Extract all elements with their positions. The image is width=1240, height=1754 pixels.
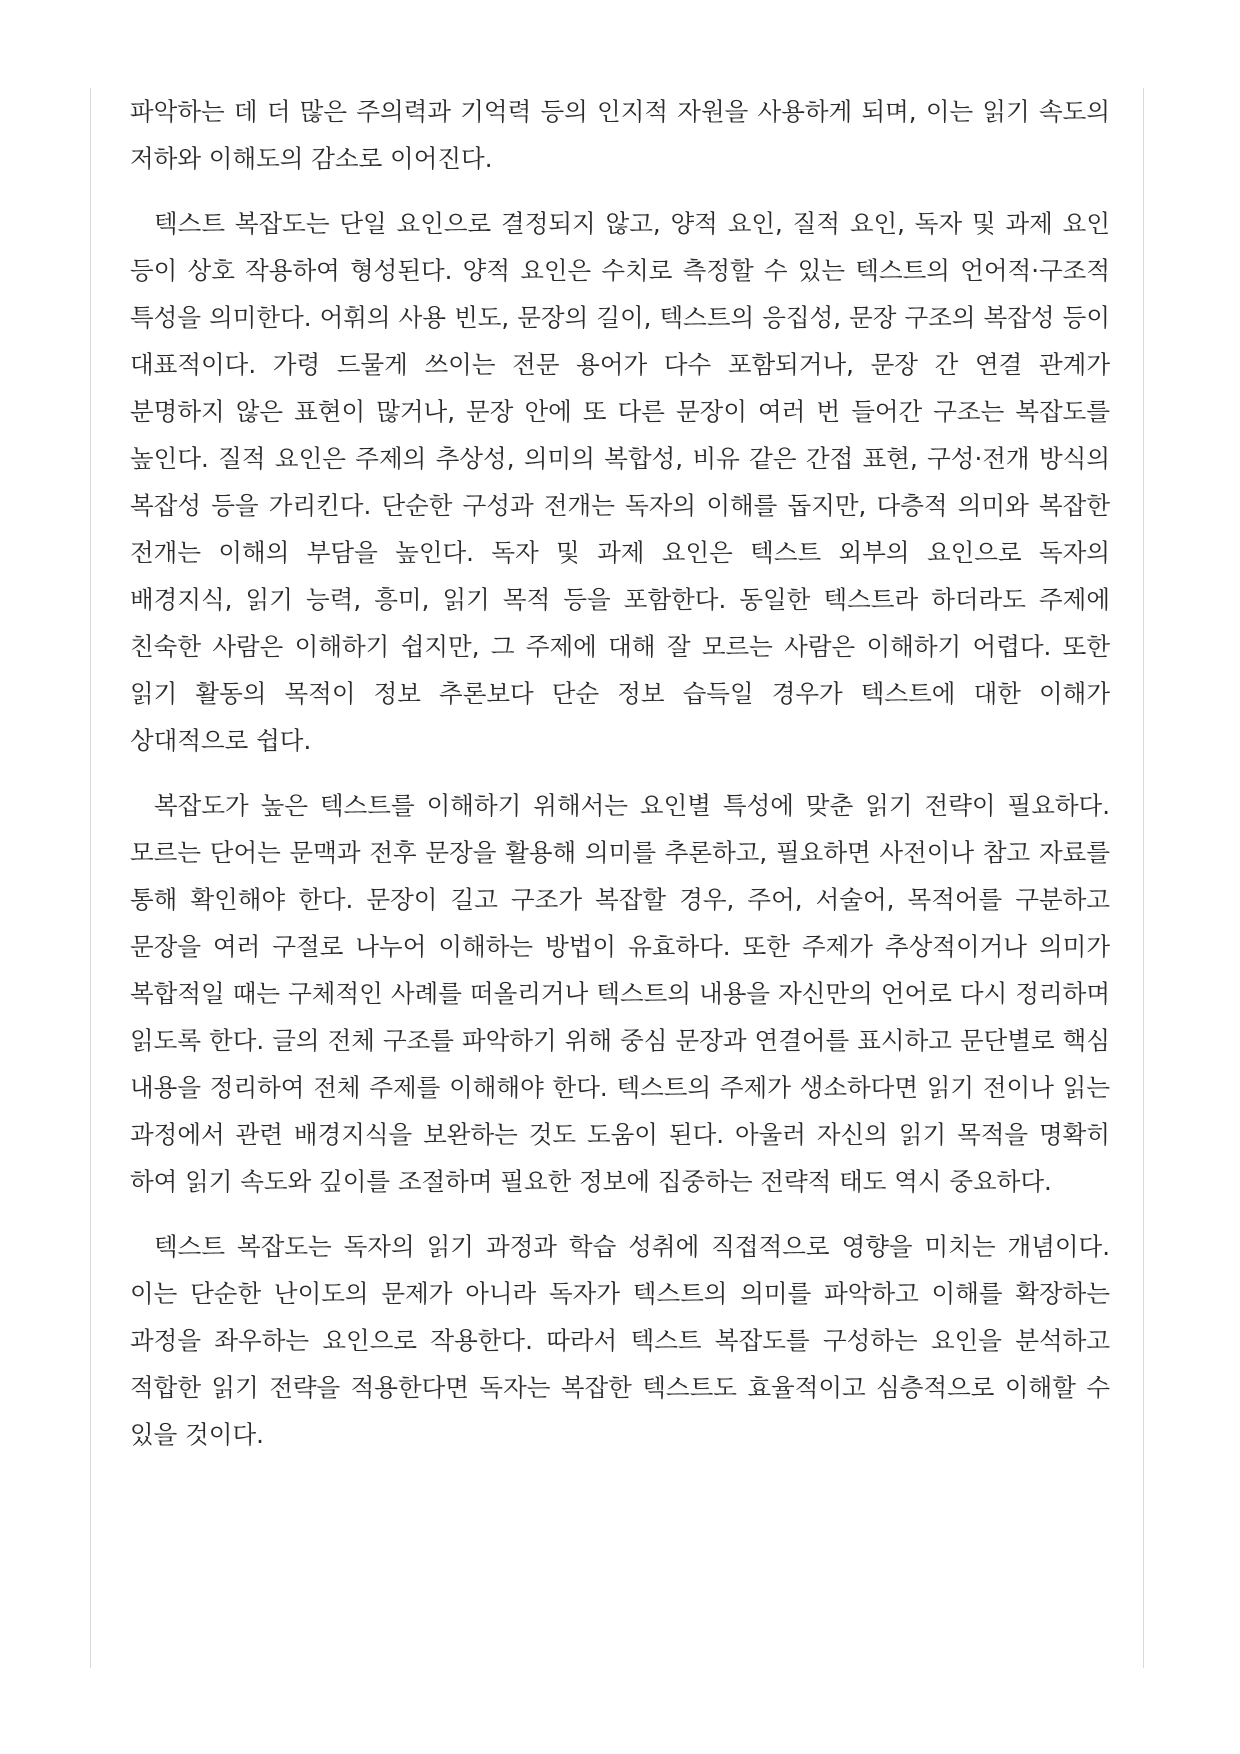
document-body — [130, 88, 1110, 1476]
paragraph-reading-strategies: 복잡도가 높은 텍스트를 이해하기 위해서는 요인별 특성에 맞춘 읽기 전략이 필요하다. 모르는 단어는 문맥과 전후 문장을 활용해 의미를 추론하고, 필요하면 사전이나 참고 자료를 통해 확인해야 한다. 문장이 길고 구조가 복잡할 경우, 주어, 서술어, 목적어를 구분하고 문장을 여러 구절로 나누어 이해하는 방법이 유효하다. 또한 주제가 추상적이거나 의미가 복합적일 때는 구체적인 사례를 떠올리거나 텍스트의 내용을 자신만의 언어로 다시 정리하며 읽도록 한다. 글의 전체 구조를 파악하기 위해 중심 문장과 연결어를 표시하고 문단별로 핵심 내용을 정리하여 전체 주제를 이해해야 한다. 텍스트의 주제가 생소하다면 읽기 전이나 읽는 과정에서 관련 배경지식을 보완하는 것도 도움이 된다. 아울러 자신의 읽기 목적을 명확히 하여 읽기 속도와 깊이를 조절하며 필요한 정보에 집중하는 전략적 태도 역시 중요하다. — [130, 791, 1110, 1196]
paragraph-conclusion: 텍스트 복잡도는 독자의 읽기 과정과 학습 성취에 직접적으로 영향을 미치는 개념이다. 이는 단순한 난이도의 문제가 아니라 독자가 텍스트의 의미를 파악하고 이해를 확장하는 과정을 좌우하는 요인으로 작용한다. 따라서 텍스트 복잡도를 구성하는 요인을 분석하고 적합한 읽기 전략을 적용한다면 독자는 복잡한 텍스트도 효율적이고 심층적으로 이해할 수 있을 것이다. — [130, 1232, 1110, 1449]
paragraph-text-complexity-factors: 텍스트 복잡도는 단일 요인으로 결정되지 않고, 양적 요인, 질적 요인, 독자 및 과제 요인 등이 상호 작용하여 형성된다. 양적 요인은 수치로 측정할 수 있는 텍스트의 언어적·구조적 특성을 의미한다. 어휘의 사용 빈도, 문장의 길이, 텍스트의 응집성, 문장 구조의 복잡성 등이 대표적이다. 가령 드물게 쓰이는 전문 용어가 다수 포함되거나, 문장 간 연결 관계가 분명하지 않은 표현이 많거나, 문장 안에 또 다른 문장이 여러 번 들어간 구조는 복잡도를 높인다. 질적 요인은 주제의 추상성, 의미의 복합성, 비유 같은 간접 표현, 구성·전개 방식의 복잡성 등을 가리킨다. 단순한 구성과 전개는 독자의 이해를 돕지만, 다층적 의미와 복잡한 전개는 이해의 부담을 높인다. 독자 및 과제 요인은 텍스트 외부의 요인으로 독자의 배경지식, 읽기 능력, 흥미, 읽기 목적 등을 포함한다. 동일한 텍스트라 하더라도 주제에 친숙한 사람은 이해하기 쉽지만, 그 주제에 대해 잘 모르는 사람은 이해하기 어렵다. 또한 읽기 활동의 목적이 정보 추론보다 단순 정보 습득일 경우가 텍스트에 대한 이해가 상대적으로 쉽다. — [130, 209, 1110, 755]
paragraph-continued: 파악하는 데 더 많은 주의력과 기억력 등의 인지적 자원을 사용하게 되며, 이는 읽기 속도의 저하와 이해도의 감소로 이어진다. — [130, 97, 1110, 173]
